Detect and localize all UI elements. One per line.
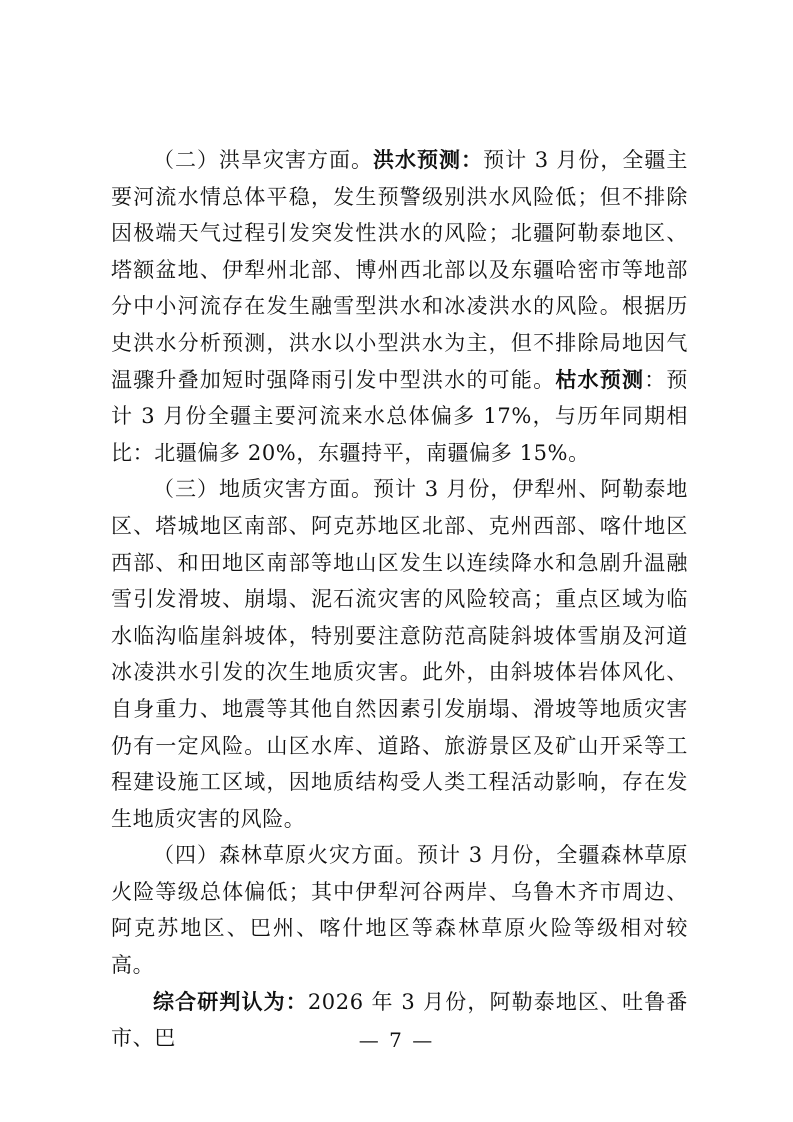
document-body — [111, 142, 688, 1057]
label-summary: 综合研判认为： — [153, 988, 308, 1014]
label-low-water-forecast: 枯水预测 — [555, 366, 645, 392]
text-summary: 2026 年 3 月份，阿勒泰地区、吐鲁番市、巴 — [111, 989, 689, 1051]
label-flood-forecast: 洪水预测： — [373, 147, 484, 172]
paragraph-geological — [111, 471, 688, 837]
text-forest-fire: 预计 3 月份，全疆森林草原火险等级总体偏低；其中伊犁河谷两岸、乌鲁木齐市周边、阿克苏地区、巴州、喀什地区等森林草原火险等级相对较高。 — [111, 843, 688, 978]
text-geological: 预计 3 月份，伊犁州、阿勒泰地区、塔城地区南部、阿克苏地区北部、克州西部、喀什地区西部、和田地区南部等地山区发生以连续降水和急剧升温融雪引发滑坡、崩塌、泥石流灾害的风险较高；重点区域为临水临沟临崖斜坡体，特别要注意防范高陡斜坡体雪崩及河道冰凌洪水引发的次生地质灾害。此外，由斜坡体岩体风化、自身重力、地震等其他自然因素引发崩塌、滑坡等地质灾害仍有一定风险。山区水库、道路、旅游景区及矿山开采等工程建设施工区域，因地质结构受人类工程活动影响，存在发生地质灾害的风险。 — [111, 477, 689, 831]
section-heading-forest-fire: （四）森林草原火灾方面。 — [153, 843, 418, 868]
page-number: — 7 — — [358, 1028, 435, 1052]
paragraph-flood-drought — [111, 142, 688, 471]
section-heading-flood-drought: （二）洪旱灾害方面。 — [153, 148, 374, 172]
text-flood-forecast: 预计 3 月份，全疆主要河流水情总体平稳，发生预警级别洪水风险低；但不排除因极端天气过程引发突发性洪水的风险；北疆阿勒泰地区、塔额盆地、伊犁州北部、博州西北部以及东疆哈密市等地部分中小河流存在发生融雪型洪水和冰凌洪水的风险。根据历史洪水分析预测，洪水以小型洪水为主，但不排除局地因气温骤升叠加短时强降雨引发中型洪水的可能。 — [111, 148, 689, 392]
paragraph-forest-fire — [111, 837, 688, 983]
section-heading-geological: （三）地质灾害方面。 — [153, 477, 374, 502]
text-low-water-forecast: ：预计 3 月份全疆主要河流来水总体偏多 17%，与历年同期相比：北疆偏多 20%，东疆持平，南疆偏多 15%。 — [111, 367, 689, 465]
